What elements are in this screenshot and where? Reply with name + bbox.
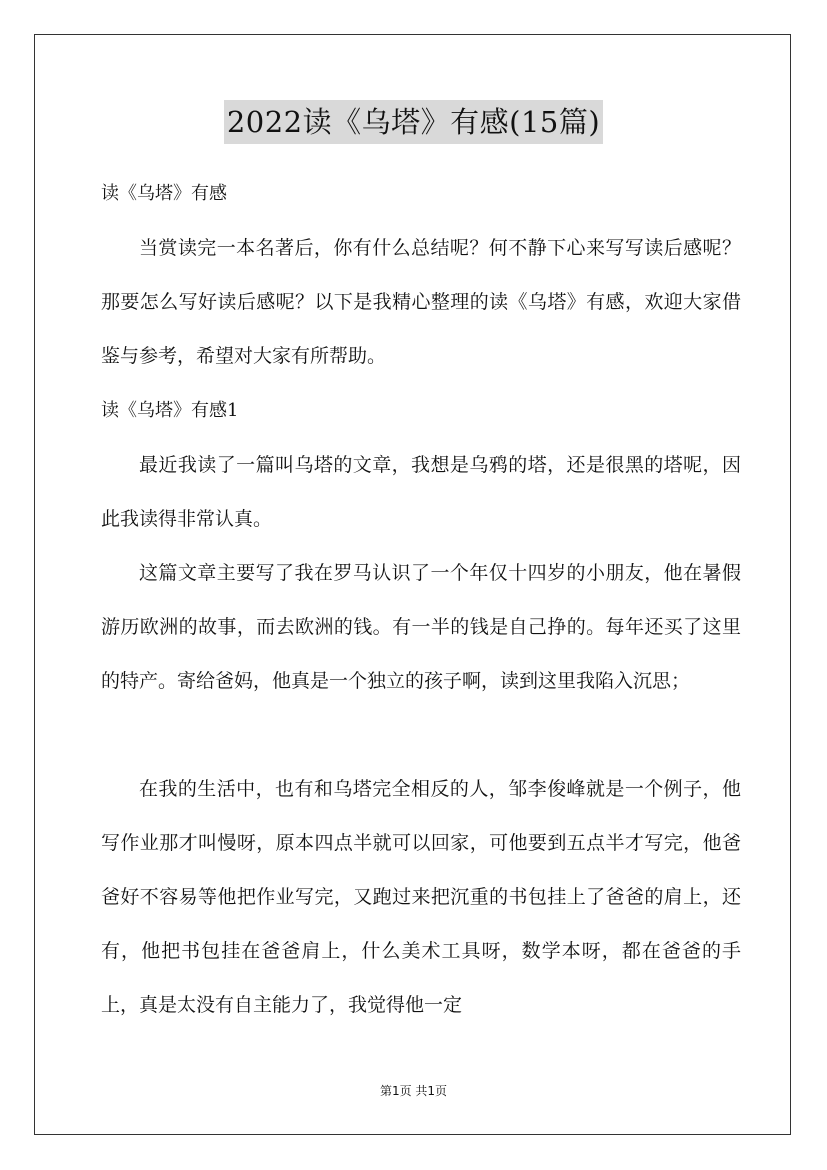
document-title: 2022读《乌塔》有感(15篇)	[224, 100, 603, 144]
intro-paragraph: 当赏读完一本名著后，你有什么总结呢？何不静下心来写写读后感呢？那要怎么写好读后感呢？以下是我精心整理的读《乌塔》有感，欢迎大家借鉴与参考，希望对大家有所帮助。	[101, 237, 741, 367]
body-paragraph-3: 在我的生活中，也有和乌塔完全相反的人，邹李俊峰就是一个例子，他写作业那才叫慢呀，原本四点半就可以回家，可他要到五点半才写完，他爸爸好不容易等他把作业写完，又跑过来把沉重的书包挂上了爸爸的肩上，还有，他把书包挂在爸爸肩上，什么美术工具呀，数学本呀，都在爸爸的手上，真是太没有自主能力了，我觉得他一定	[101, 778, 741, 1016]
intro-heading: 读《乌塔》有感	[101, 183, 227, 204]
section-heading: 读《乌塔》有感1	[101, 400, 239, 421]
title-container	[0, 100, 827, 144]
body-paragraph-1: 最近我读了一篇叫乌塔的文章，我想是乌鸦的塔，还是很黑的塔呢，因此我读得非常认真。	[101, 454, 741, 530]
body-paragraph-2: 这篇文章主要写了我在罗马认识了一个年仅十四岁的小朋友，他在暑假游历欧洲的故事，而去欧洲的钱。有一半的钱是自己挣的。每年还买了这里的特产。寄给爸妈，他真是一个独立的孩子啊，读到这里我陷入沉思；	[101, 562, 741, 692]
page-number-footer: 第1页 共1页	[379, 1084, 448, 1098]
